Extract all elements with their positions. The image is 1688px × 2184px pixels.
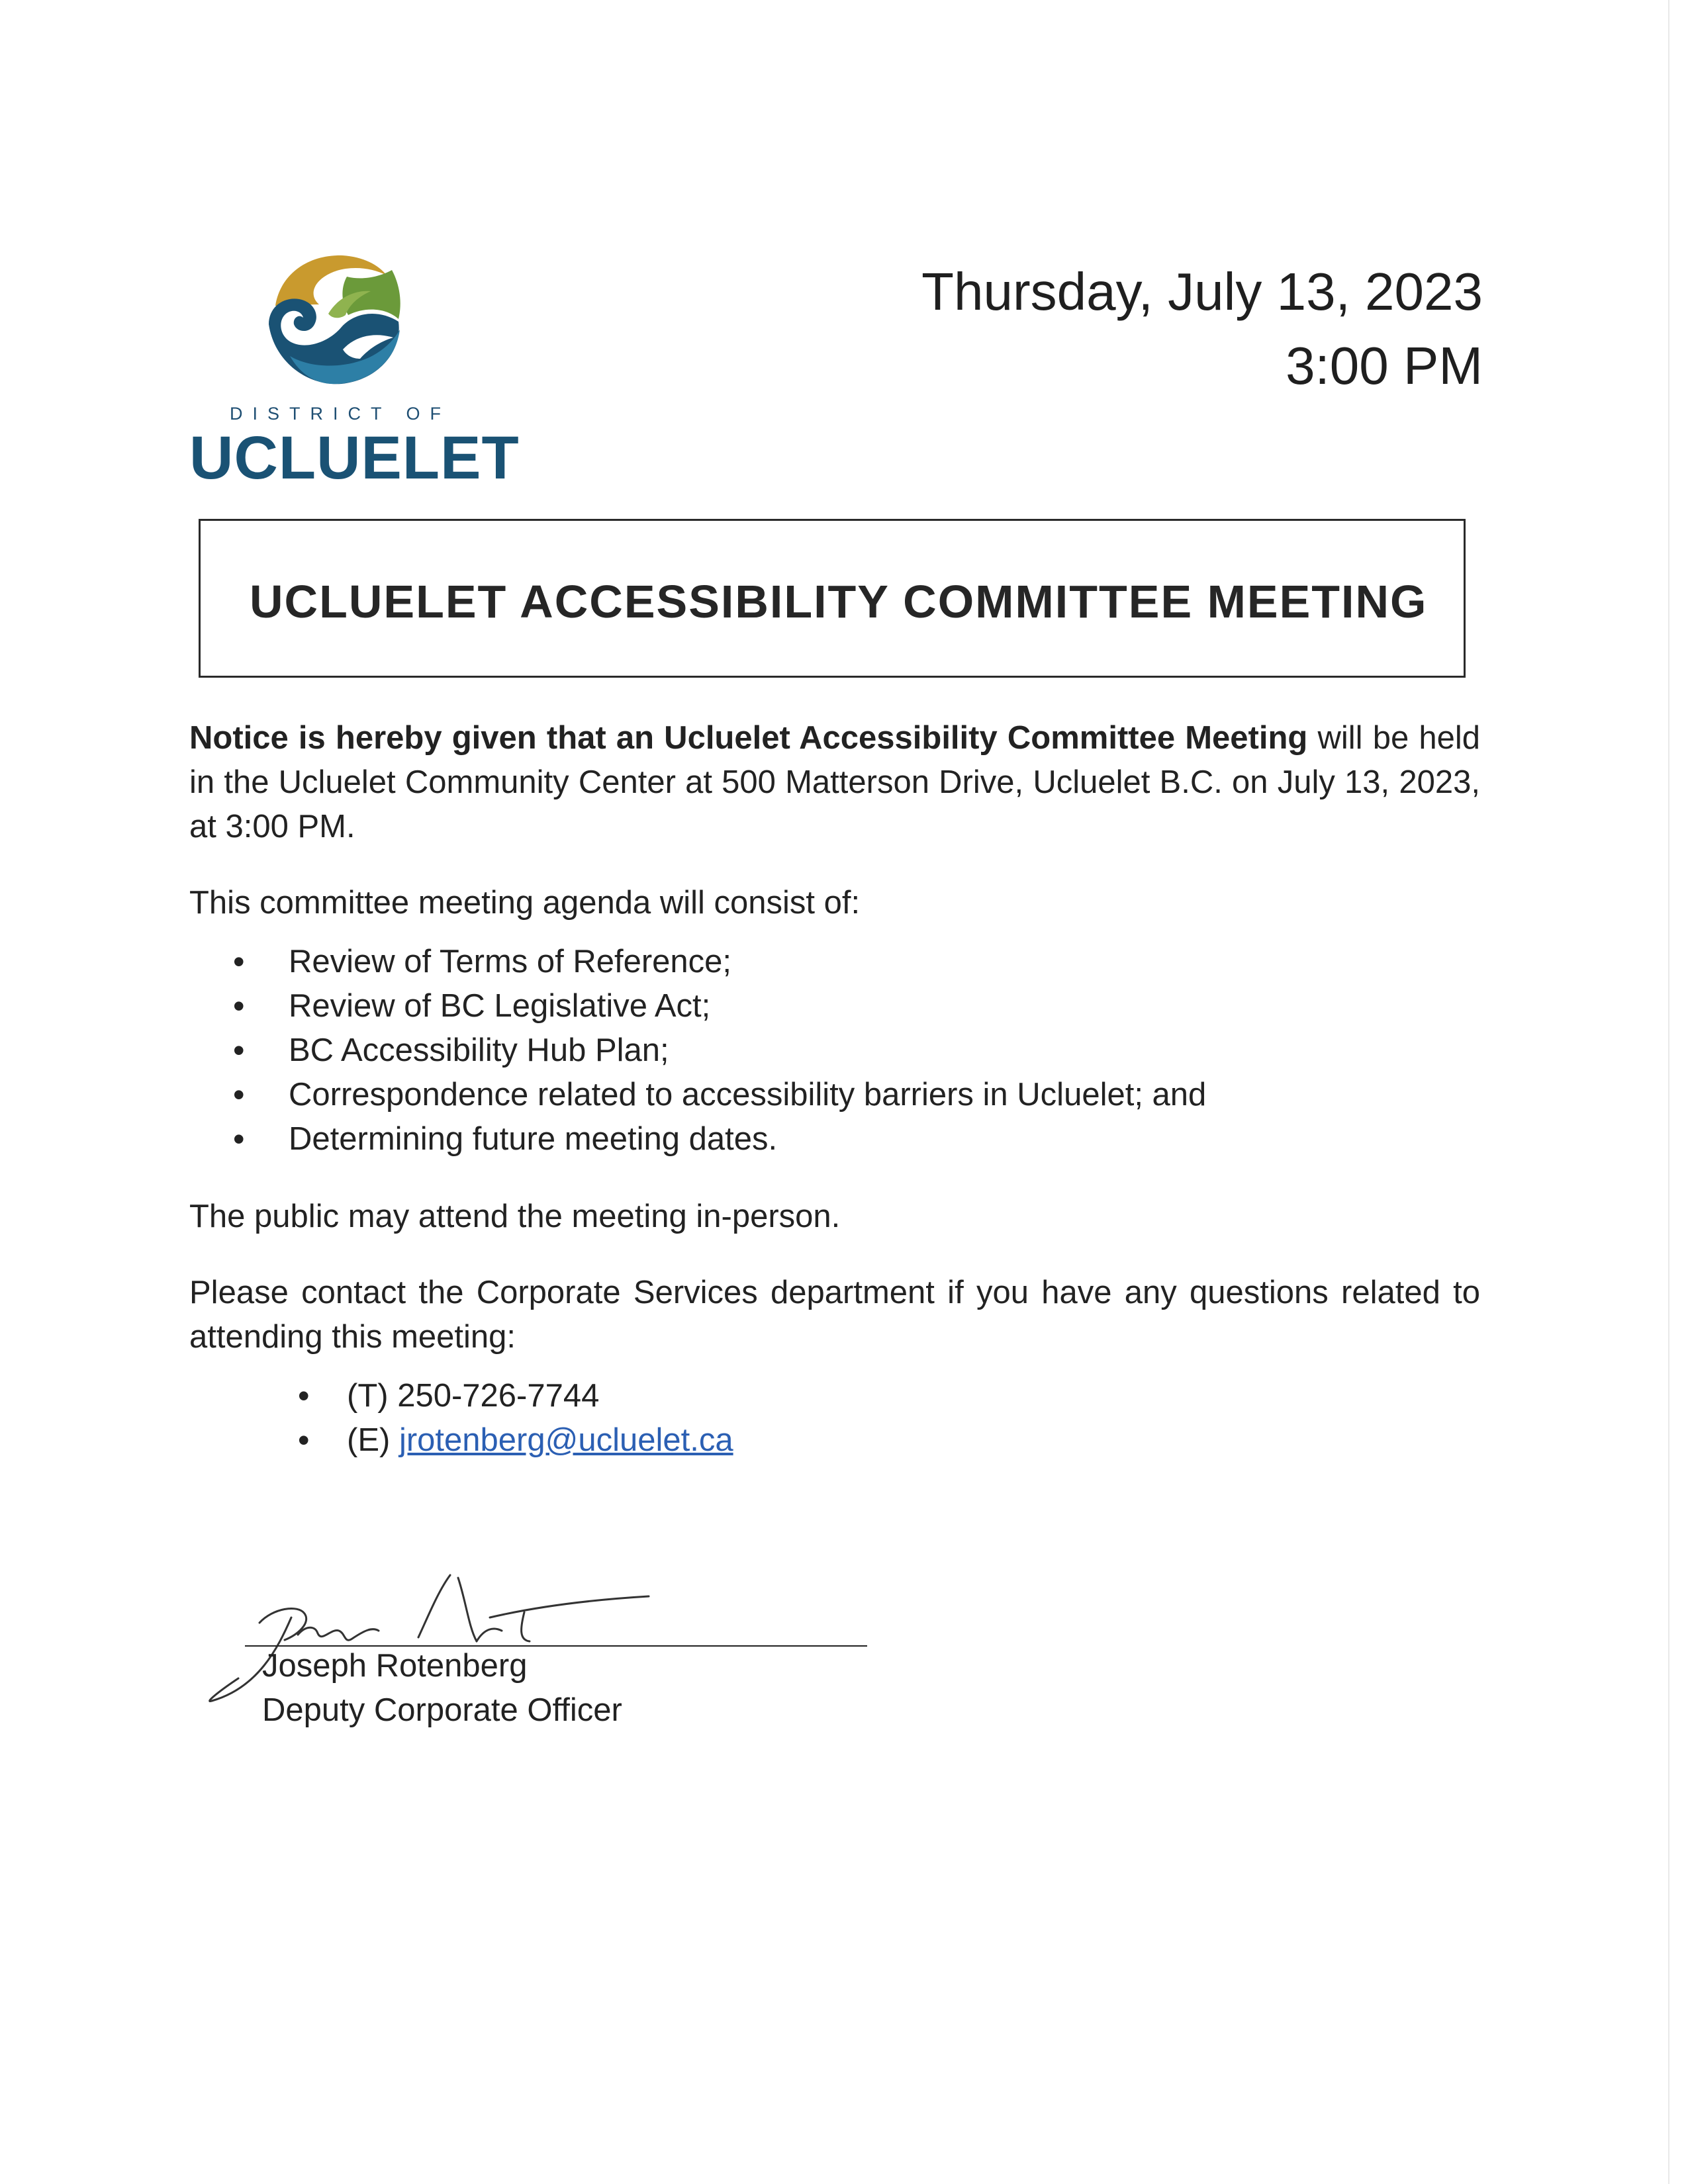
agenda-list xyxy=(189,940,1480,1161)
agenda-intro: This committee meeting agenda will consist of: xyxy=(189,885,861,921)
signatory-title: Deputy Corporate Officer xyxy=(262,1692,622,1728)
wave-logo-icon xyxy=(263,250,409,387)
agenda-item: • Correspondence related to accessibility barriers in Ucluelet; and xyxy=(189,1073,1480,1117)
email-link[interactable]: jrotenberg@ucluelet.ca xyxy=(399,1422,733,1458)
page-edge xyxy=(1668,0,1669,2184)
notice-body xyxy=(189,716,1480,1463)
notice-rest: will be held in the Ucluelet Community Center at 500 Matterson Drive, Ucluelet B.C. on July 13, 2023, at 3:00 PM. xyxy=(189,720,1480,844)
agenda-item: • Review of BC Legislative Act; xyxy=(189,984,1480,1028)
agenda-item: • Review of Terms of Reference; xyxy=(189,940,1480,984)
district-logo xyxy=(189,250,520,492)
title-box xyxy=(199,519,1466,678)
phone-number: 250-726-7744 xyxy=(397,1378,600,1414)
phone-prefix: (T) xyxy=(347,1378,398,1414)
contact-list xyxy=(189,1374,1480,1463)
notice-bold-lead: Notice is hereby given that an Ucluelet Accessibility Committee Meeting xyxy=(189,720,1308,756)
contact-phone xyxy=(189,1374,1480,1418)
meeting-date: Thursday, July 13, 2023 xyxy=(921,262,1483,321)
contact-email xyxy=(189,1418,1480,1463)
meeting-time: 3:00 PM xyxy=(1286,336,1483,395)
signatory-name: Joseph Rotenberg xyxy=(262,1648,528,1684)
meeting-date-block xyxy=(921,255,1483,403)
logo-district-text: DISTRICT OF xyxy=(229,404,451,424)
agenda-item: • Determining future meeting dates. xyxy=(189,1117,1480,1161)
document-title: UCLUELET ACCESSIBILITY COMMITTEE MEETING xyxy=(250,576,1428,627)
agenda-item: • BC Accessibility Hub Plan; xyxy=(189,1028,1480,1073)
email-prefix: (E) xyxy=(347,1422,399,1458)
logo-name-text: UCLUELET xyxy=(189,424,520,492)
signature-block xyxy=(199,1562,874,1734)
public-attendance-note: The public may attend the meeting in-person. xyxy=(189,1199,841,1234)
contact-paragraph: Please contact the Corporate Services department if you have any questions related to attending this meeting: xyxy=(189,1275,1480,1355)
notice-paragraph xyxy=(189,716,1480,849)
